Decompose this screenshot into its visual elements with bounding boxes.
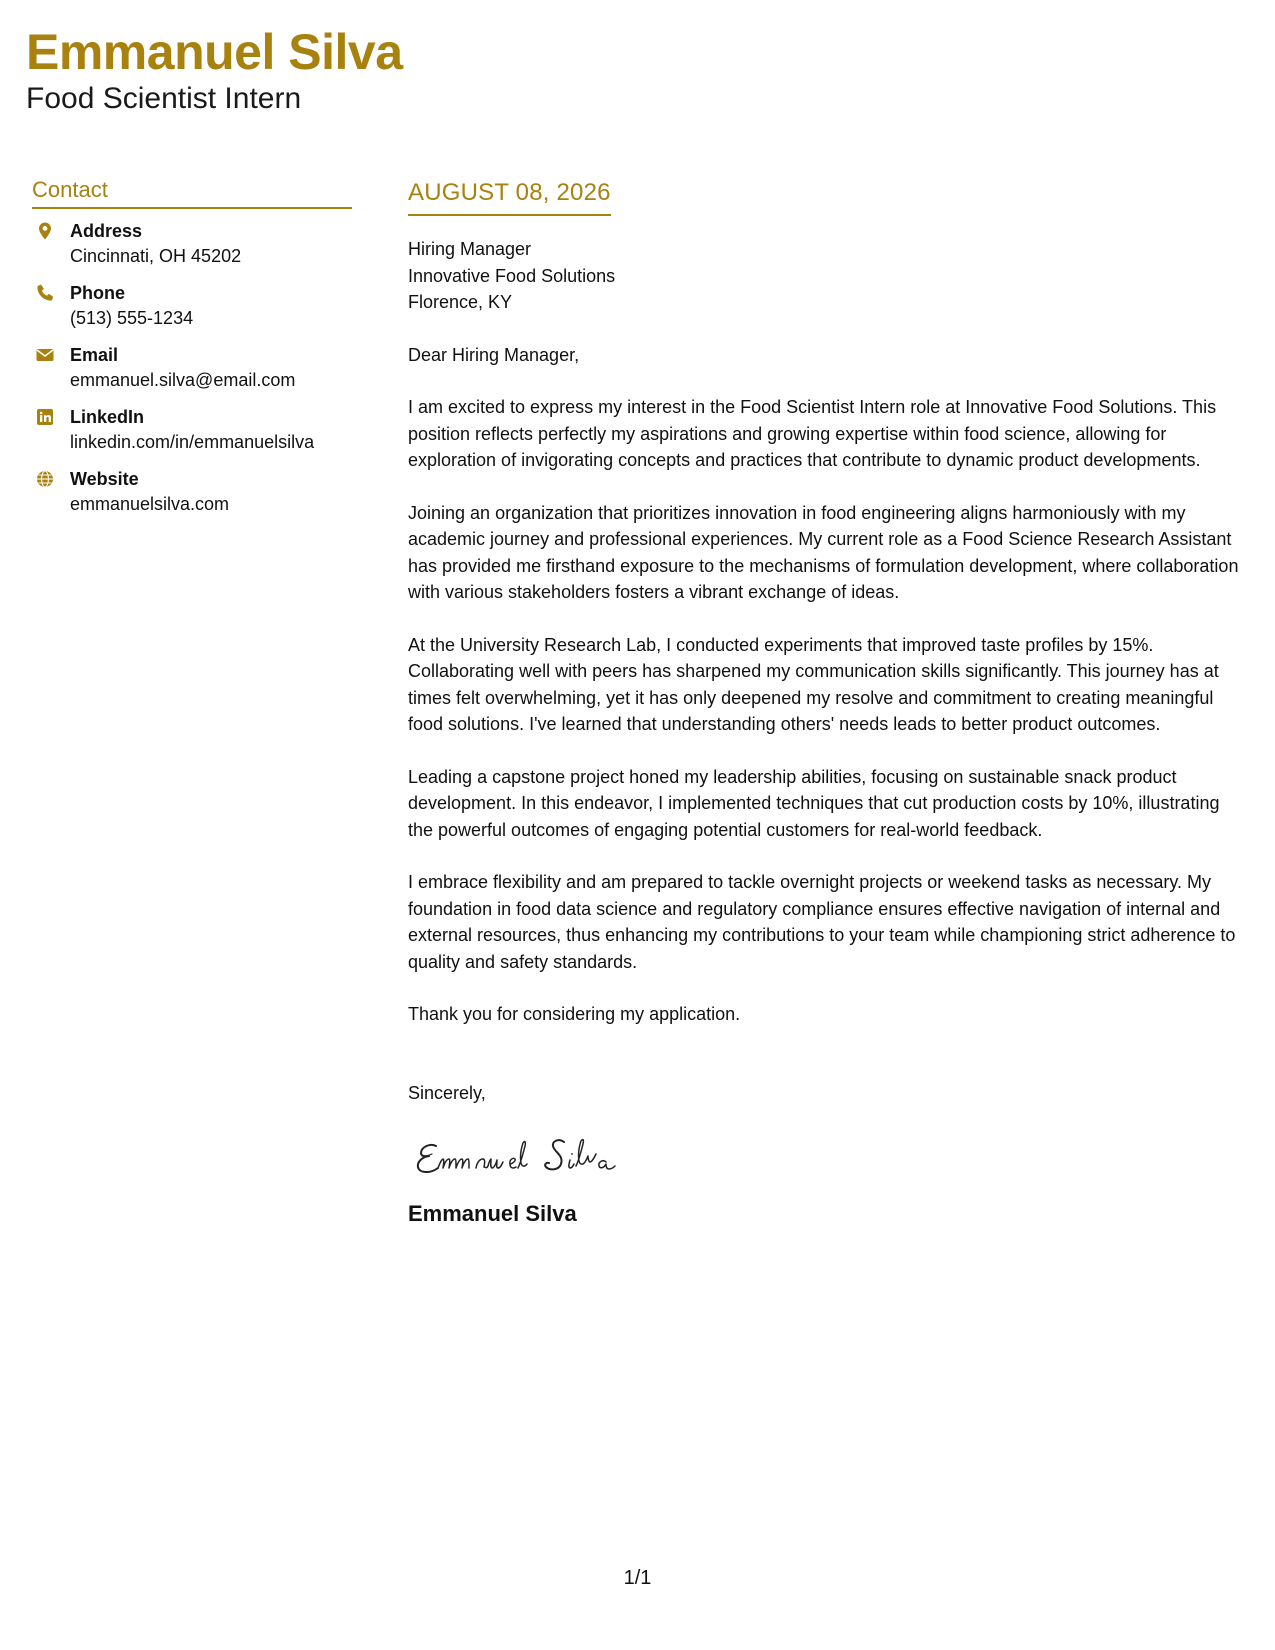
body-paragraph: I am excited to express my interest in the Food Scientist Intern role at Innovative Food Solutions. This position reflects perfectly my aspirations and growing expertise within food science, allowing for exploration of invigorating concepts and practices that contribute to dynamic product developments.	[408, 397, 1217, 470]
envelope-icon	[35, 345, 55, 365]
salutation: Dear Hiring Manager,	[408, 344, 580, 365]
letter-header	[26, 22, 403, 117]
contact-item-phone	[32, 281, 352, 331]
handwritten-signature	[414, 1128, 674, 1188]
body-paragraph: Leading a capstone project honed my leadership abilities, focusing on sustainable snack product development. In this endeavor, I implemented techniques that cut production costs by 10%, illustrating the powerful outcomes of engaging potential customers for real-world feedback.	[408, 766, 1220, 840]
map-pin-icon	[35, 221, 55, 241]
email-value[interactable]: emmanuel.silva@email.com	[70, 370, 296, 390]
contact-item-website	[32, 467, 352, 517]
linkedin-value[interactable]: linkedin.com/in/emmanuelsilva	[70, 432, 315, 452]
signed-name: Emmanuel Silva	[408, 1201, 577, 1226]
letter-date: AUGUST 08, 2026	[408, 178, 611, 216]
recipient-line: Florence, KY	[408, 292, 513, 312]
recipient-block	[408, 236, 1248, 316]
contact-label: LinkedIn	[70, 407, 145, 427]
contact-sidebar	[32, 176, 352, 529]
recipient-line: Hiring Manager	[408, 239, 532, 259]
page-number: 1/1	[623, 1567, 652, 1589]
body-paragraph: I embrace flexibility and am prepared to tackle overnight projects or weekend tasks as necessary. My foundation in food data science and regulatory compliance ensures effective navigation of internal and external resources, thus enhancing my contributions to your team while championing strict adherence to quality and safety standards.	[408, 872, 1236, 972]
body-paragraph: Joining an organization that prioritizes innovation in food engineering aligns harmoniously with my academic journey and professional experiences. My current role as a Food Science Research Assistant has provided me firsthand exposure to the mechanisms of formulation development, where collaboration with various stakeholders fosters a vibrant exchange of ideas.	[408, 502, 1239, 602]
linkedin-icon	[35, 407, 55, 427]
applicant-job-title: Food Scientist Intern	[26, 82, 302, 115]
contact-list	[32, 219, 352, 517]
applicant-name: Emmanuel Silva	[26, 24, 403, 80]
closing: Sincerely,	[408, 1082, 486, 1103]
website-value[interactable]: emmanuelsilva.com	[70, 494, 230, 514]
contact-item-email	[32, 343, 352, 393]
phone-value[interactable]: (513) 555-1234	[70, 308, 194, 328]
contact-item-linkedin	[32, 405, 352, 455]
contact-label: Email	[70, 345, 119, 365]
letter-body	[408, 178, 1248, 1228]
body-paragraph: Thank you for considering my application.	[408, 1004, 741, 1024]
contact-label: Address	[70, 221, 143, 241]
address-value: Cincinnati, OH 45202	[70, 246, 242, 266]
contact-label: Website	[70, 469, 139, 489]
contact-item-address	[32, 219, 352, 269]
phone-icon	[35, 283, 55, 303]
globe-icon	[35, 469, 55, 489]
recipient-line: Innovative Food Solutions	[408, 265, 616, 286]
body-paragraph: At the University Research Lab, I conducted experiments that improved taste profiles by 15%. Collaborating well with peers has sharpened my communication skills significantly. This journey has at times felt overwhelming, yet it has only deepened my resolve and commitment to creating meaningful food solutions. I've learned that understanding others' needs leads to better product outcomes.	[408, 634, 1219, 734]
contact-label: Phone	[70, 283, 126, 303]
contact-heading: Contact	[32, 176, 352, 209]
